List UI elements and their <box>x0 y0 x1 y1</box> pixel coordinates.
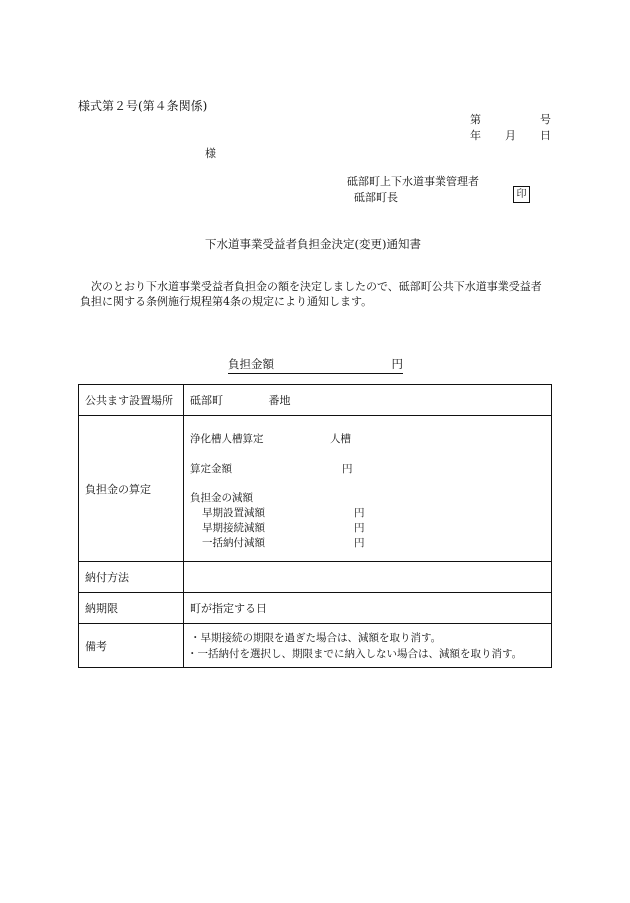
reduction-early-connect-label: 早期接続減額 <box>202 522 265 534</box>
reduction-lump-sum-label: 一括納付減額 <box>202 537 265 549</box>
septic-label: 浄化槽人槽算定 <box>190 433 264 445</box>
date-month: 月 <box>505 129 516 142</box>
date-day: 日 <box>540 129 551 142</box>
issuer-title: 砥部町上下水道事業管理者 <box>347 175 479 188</box>
payment-method-label: 納付方法 <box>79 562 184 593</box>
remarks-row <box>79 624 552 668</box>
deadline-row <box>79 593 552 624</box>
amount-unit: 円 <box>391 357 403 371</box>
reduction-early-install-label: 早期設置減額 <box>202 507 265 519</box>
remark-line: ・一括納付を選択し、期限までに納入しない場合は、減額を取り消す。 <box>187 647 523 660</box>
payment-method-value <box>184 562 552 593</box>
location-banchi: 番地 <box>268 394 291 407</box>
notice-body: 次のとおり下水道事業受益者負担金の額を決定しましたので、砥部町公共下水道事業受益者負担に関する条例施行規程第4条の規定により通知します。 <box>80 280 542 308</box>
seal-mark: 印 <box>513 186 530 203</box>
location-cell <box>184 385 552 416</box>
reduction-early-connect-unit: 円 <box>354 522 365 534</box>
reduction-title: 負担金の減額 <box>190 492 253 504</box>
deadline-value: 町が指定する日 <box>184 593 552 624</box>
amount-line <box>228 356 403 374</box>
payment-method-row <box>79 562 552 593</box>
location-town: 砥部町 <box>190 394 223 407</box>
number-suffix: 号 <box>540 113 551 126</box>
remark-line: ・早期接続の期限を過ぎた場合は、減額を取り消す。 <box>190 631 442 644</box>
calc-amount-unit: 円 <box>342 463 353 475</box>
deadline-label: 納期限 <box>79 593 184 624</box>
calc-label: 負担金の算定 <box>79 416 184 562</box>
remarks-label: 備考 <box>79 624 184 668</box>
issuer-name: 砥部町長 <box>354 191 398 204</box>
remarks-cell <box>184 624 552 668</box>
septic-unit: 人槽 <box>330 433 351 445</box>
amount-label: 負担金額 <box>228 357 274 371</box>
location-row <box>79 385 552 416</box>
addressee-suffix: 様 <box>205 147 216 160</box>
document-title: 下水道事業受益者負担金決定(変更)通知書 <box>205 237 421 251</box>
calc-cell <box>184 416 552 562</box>
number-prefix: 第 <box>470 113 481 126</box>
assessment-table <box>78 384 552 668</box>
form-number: 様式第２号(第４条関係) <box>78 99 208 113</box>
date-year: 年 <box>470 129 481 142</box>
reduction-early-install-unit: 円 <box>354 507 365 519</box>
location-label: 公共ます設置場所 <box>79 385 184 416</box>
reduction-lump-sum-unit: 円 <box>354 537 365 549</box>
calc-amount-label: 算定金額 <box>190 463 232 475</box>
calc-row <box>79 416 552 562</box>
